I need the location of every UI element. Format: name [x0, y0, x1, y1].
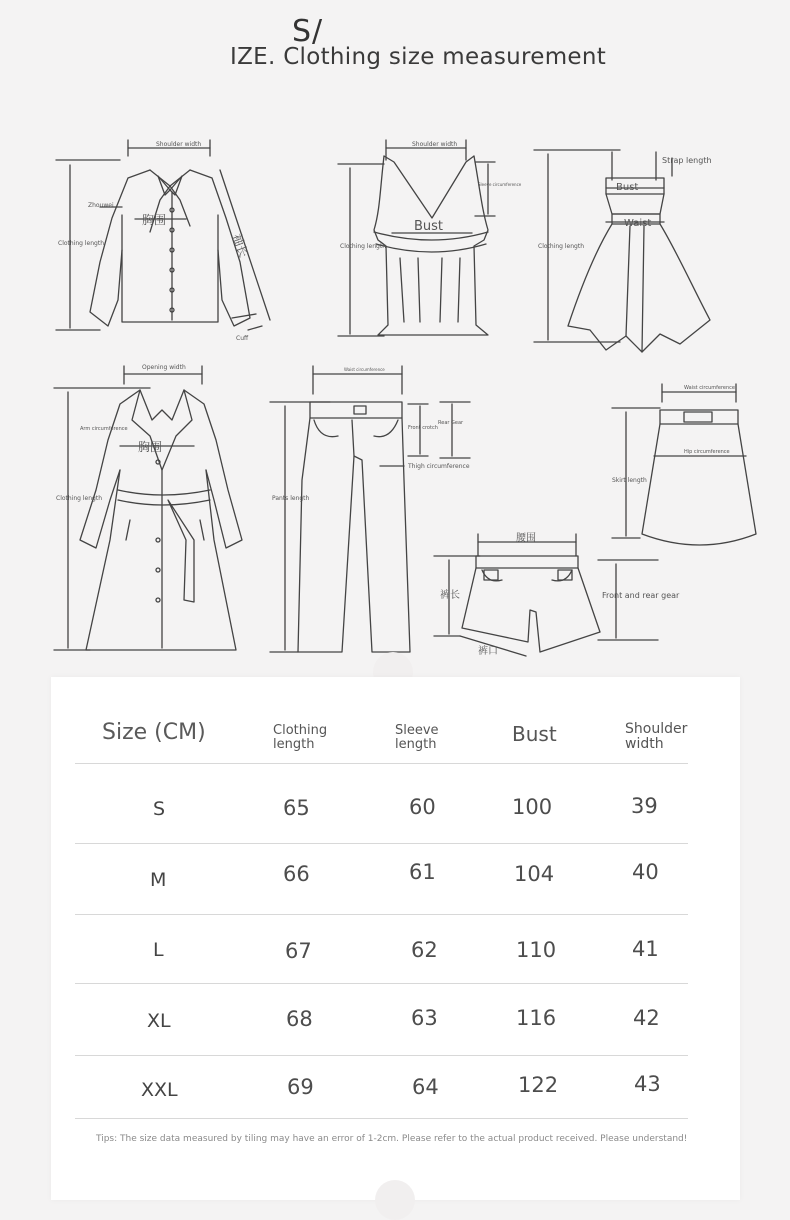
vest-sleeve-circ-label: Sleeve circumference [478, 182, 522, 187]
table-row [75, 844, 688, 915]
skirt-hip-label: Hip circumference [684, 449, 730, 455]
dress-strap-label: Strap length [662, 156, 712, 165]
cell-size: S [153, 798, 166, 820]
shirt-cuff-label: Cuff [236, 335, 249, 342]
cell-bust: 122 [518, 1073, 559, 1097]
cell-shoulder-width: 42 [633, 1006, 660, 1030]
cell-bust: 110 [516, 938, 557, 962]
shirt-shoulder-label: Shoulder width [156, 141, 202, 148]
size-table [75, 700, 688, 1119]
pants-diagram [270, 366, 470, 652]
tips-note: Tips: The size data measured by tiling may have an error of 1-2cm. Please refer to the actual product received. Please understand! [96, 1134, 688, 1144]
shirt-zhouwei-label: Zhouwei [88, 202, 114, 209]
pants-rear-label: Rear Gear [438, 420, 464, 426]
vest-shoulder-label: Shoulder width [412, 141, 458, 148]
header-size: Size (CM) [102, 720, 206, 745]
table-header [75, 700, 688, 764]
cell-bust: 100 [512, 795, 553, 819]
cell-sleeve-length: 63 [411, 1006, 438, 1030]
vest-length-label: Clothing length [340, 243, 386, 250]
garment-diagrams [0, 110, 790, 670]
shorts-waist-label: 腰围 [516, 533, 536, 544]
coat-opening-label: Opening width [142, 364, 186, 371]
shorts-gear-label: Front and rear gear [602, 591, 680, 600]
dress-diagram [534, 150, 710, 352]
shorts-hem-label: 裤口 [478, 646, 498, 657]
shirt-chest-label: 胸围 [142, 213, 167, 227]
shorts-length-label: 裤长 [440, 590, 460, 601]
skirt-length-label: Skirt length [612, 477, 647, 484]
pants-waist-label: Waist circumference [344, 367, 385, 372]
table-row [75, 915, 688, 984]
cell-size: L [153, 939, 164, 961]
skirt-waist-label: Waist circumference [684, 385, 735, 391]
coat-arm-label: Arm circumference [80, 426, 128, 432]
cell-size: XL [147, 1010, 171, 1032]
pants-thigh-label: Thigh circumference [408, 463, 470, 470]
cell-sleeve-length: 64 [412, 1075, 439, 1099]
cell-clothing-length: 67 [285, 939, 312, 963]
cell-size: XXL [141, 1079, 178, 1101]
dress-length-label: Clothing length [538, 243, 584, 250]
table-row [75, 764, 688, 844]
cell-shoulder-width: 39 [631, 794, 658, 818]
vest-diagram [338, 140, 495, 336]
cell-clothing-length: 66 [283, 862, 310, 886]
cell-sleeve-length: 61 [409, 860, 436, 884]
header-shoulder-width: Shoulder width [625, 721, 688, 752]
cell-sleeve-length: 62 [411, 938, 438, 962]
table-row [75, 984, 688, 1056]
header-big-letter: S/ [292, 14, 324, 49]
shirt-length-label: Clothing length [58, 240, 104, 247]
page-title: IZE. Clothing size measurement [230, 44, 607, 70]
cell-bust: 104 [514, 862, 555, 886]
dress-bust-label: Bust [616, 182, 639, 193]
panel-notch-bottom [375, 1180, 415, 1220]
coat-chest-label: 胸围 [138, 440, 163, 454]
page-header [0, 0, 790, 90]
cell-clothing-length: 65 [283, 796, 310, 820]
cell-shoulder-width: 43 [634, 1072, 661, 1096]
coat-length-label: Clothing length [56, 495, 102, 502]
cell-shoulder-width: 40 [632, 860, 659, 884]
cell-shoulder-width: 41 [632, 937, 659, 961]
vest-bust-label: Bust [414, 219, 444, 234]
dress-waist-label: Waist [624, 218, 652, 229]
shirt-sleeve-label: 袖长 [229, 231, 251, 260]
table-row [75, 1056, 688, 1119]
cell-bust: 116 [516, 1006, 557, 1030]
cell-sleeve-length: 60 [409, 795, 436, 819]
pants-crotch-label: Front crotch [408, 425, 438, 431]
skirt-diagram [612, 384, 756, 545]
coat-diagram [54, 366, 242, 650]
header-sleeve-length: Sleeve length [395, 723, 439, 752]
header-clothing-length: Clothing length [273, 723, 328, 752]
cell-clothing-length: 68 [286, 1007, 313, 1031]
pants-length-label: Pants length [272, 495, 310, 502]
cell-size: M [150, 869, 167, 891]
cell-clothing-length: 69 [287, 1075, 314, 1099]
header-bust: Bust [512, 722, 557, 746]
